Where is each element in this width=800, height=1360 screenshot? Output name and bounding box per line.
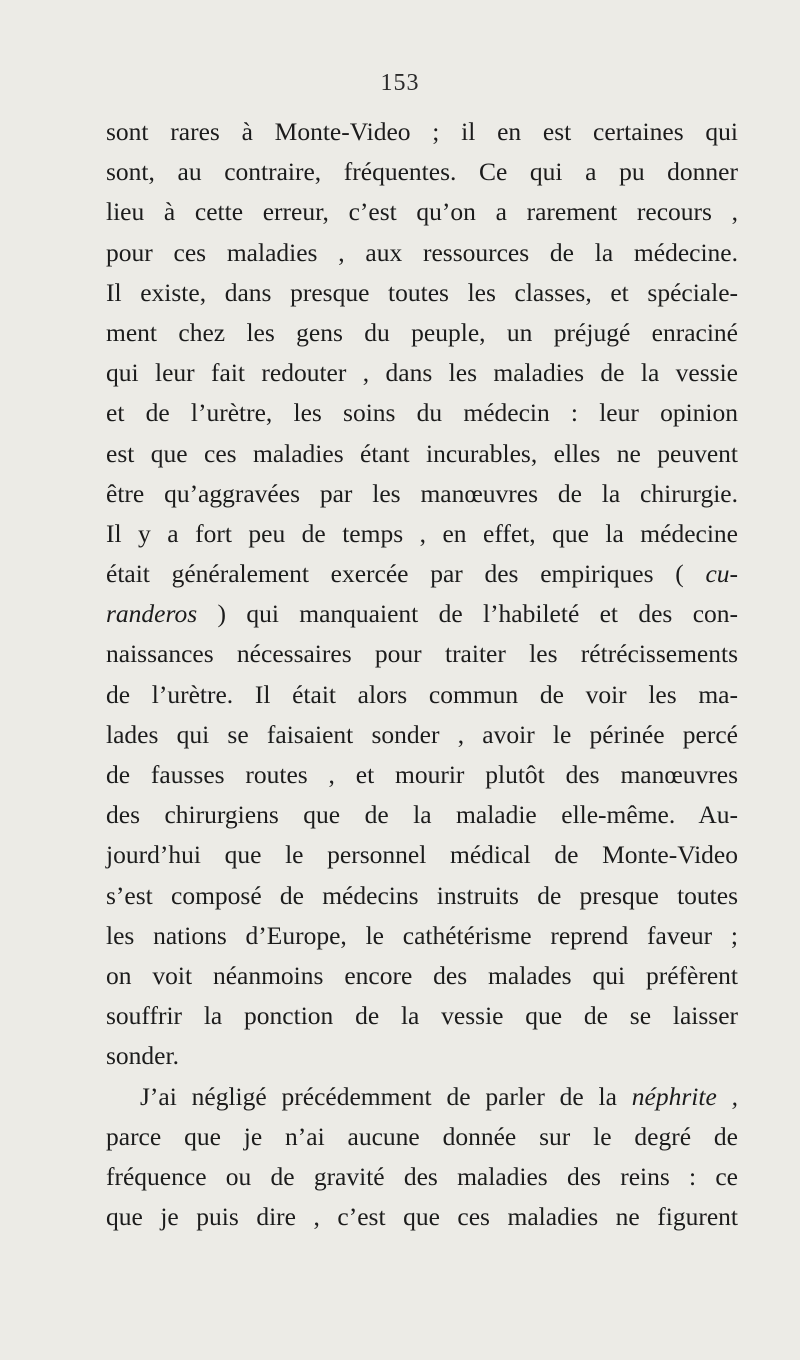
text-line: jourd’hui que le personnel médical de Monte-Video xyxy=(106,840,738,870)
text-segment: était généralement exercée par des empiriques ( xyxy=(106,559,706,589)
text-line: est que ces maladies étant incurables, elles ne peuvent xyxy=(106,438,738,468)
text-line: être qu’aggravées par les manœuvres de la chirurgie. xyxy=(106,478,738,508)
text-line: sont, au contraire, fréquentes. Ce qui a pu donner xyxy=(106,157,738,187)
text-line: parce que je n’ai aucune donnée sur le degré de xyxy=(106,1121,738,1151)
text-line: fréquence ou de gravité des maladies des reins : ce xyxy=(106,1161,738,1191)
text-line: de fausses routes , et mourir plutôt des manœuvres xyxy=(106,760,738,789)
text-line: lieu à cette erreur, c’est qu’on a rarement recours , xyxy=(106,197,738,227)
text-line: Il y a fort peu de temps , en effet, que la médecine xyxy=(106,518,738,548)
italic-term: randeros xyxy=(106,599,198,629)
text-line xyxy=(106,554,738,594)
text-line: des chirurgiens que de la maladie elle-même. Au- xyxy=(106,800,738,830)
text-segment: ) qui manquaient de l’habileté et des con- xyxy=(197,599,738,629)
text-line: pour ces maladies , aux ressources de la médecine. xyxy=(106,237,738,267)
text-line: lades qui se faisaient sonder , avoir le périnée percé xyxy=(106,719,738,749)
text-line: Il existe, dans presque toutes les classes, et spéciale- xyxy=(106,277,738,307)
page-number: 153 xyxy=(380,70,420,96)
text-line: souffrir la ponction de la vessie que de se laisser xyxy=(106,1001,738,1031)
body-text xyxy=(106,112,738,1237)
text-line: qui leur fait redouter , dans les maladies de la vessie xyxy=(106,358,738,388)
italic-term: cu- xyxy=(705,559,738,589)
text-line: on voit néanmoins encore des malades qui préfèrent xyxy=(106,960,738,990)
text-line xyxy=(106,1077,738,1117)
text-line: les nations d’Europe, le cathétérisme reprend faveur ; xyxy=(106,920,738,950)
text-line: de l’urètre. Il était alors commun de voir les ma- xyxy=(106,679,738,709)
text-line: que je puis dire , c’est que ces maladies ne figurent xyxy=(106,1202,738,1232)
text-line: et de l’urètre, les soins du médecin : leur opinion xyxy=(106,398,738,428)
text-line: ment chez les gens du peuple, un préjugé enraciné xyxy=(106,317,738,347)
text-segment: J’ai négligé précédemment de parler de la xyxy=(140,1081,632,1111)
text-line xyxy=(106,594,738,634)
text-line: sont rares à Monte-Video ; il en est certaines qui xyxy=(106,117,738,146)
text-line: sonder. xyxy=(106,1041,179,1071)
text-line: naissances nécessaires pour traiter les rétrécissements xyxy=(106,639,738,669)
text-line: s’est composé de médecins instruits de presque toutes xyxy=(106,880,738,910)
italic-term: néphrite , xyxy=(631,1081,738,1111)
